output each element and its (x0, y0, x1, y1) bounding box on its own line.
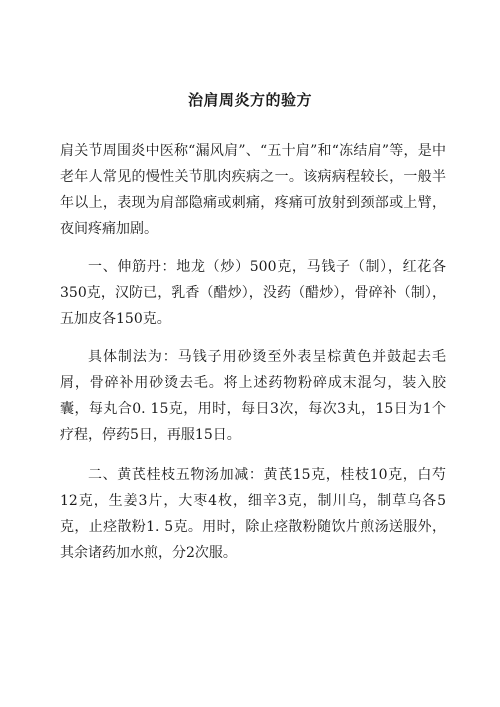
page-title: 治肩周炎方的验方 (187, 91, 312, 109)
remedy-one-paragraph: 一、伸筋丹：地龙（炒）500克，马钱子（制），红花各350克，汉防已，乳香（醋炒），没药（醋炒），骨碎补（制），五加皮各150克。 (60, 259, 446, 327)
remedy-two-paragraph: 二、黄芪桂枝五物汤加减：黄芪15克，桂枝10克，白芍12克，生姜3片，大枣4枚，细辛3克，制川乌，制草乌各5克，止痉散粉1. 5克。用时，除止痉散粉随饮片煎汤送服外，其余诸药加水煎，分2次服。 (60, 467, 446, 561)
intro-paragraph: 肩关节周围炎中医称“漏风肩”、“五十肩”和“冻结肩”等，是中老年人常见的慢性关节肌肉疾病之一。该病病程较长，一般半年以上，表现为肩部隐痛或刺痛，疼痛可放射到颈部或上臂，夜间疼痛加剧。 (60, 143, 446, 237)
preparation-method-paragraph: 具体制法为：马钱子用砂烫至外表呈棕黄色并鼓起去毛屑，骨碎补用砂烫去毛。将上述药物粉碎成末混匀，装入胶囊，每丸合0. 15克，用时，每日3次，每次3丸，15日为1个疗程，停药5日，再服15日。 (60, 349, 446, 443)
